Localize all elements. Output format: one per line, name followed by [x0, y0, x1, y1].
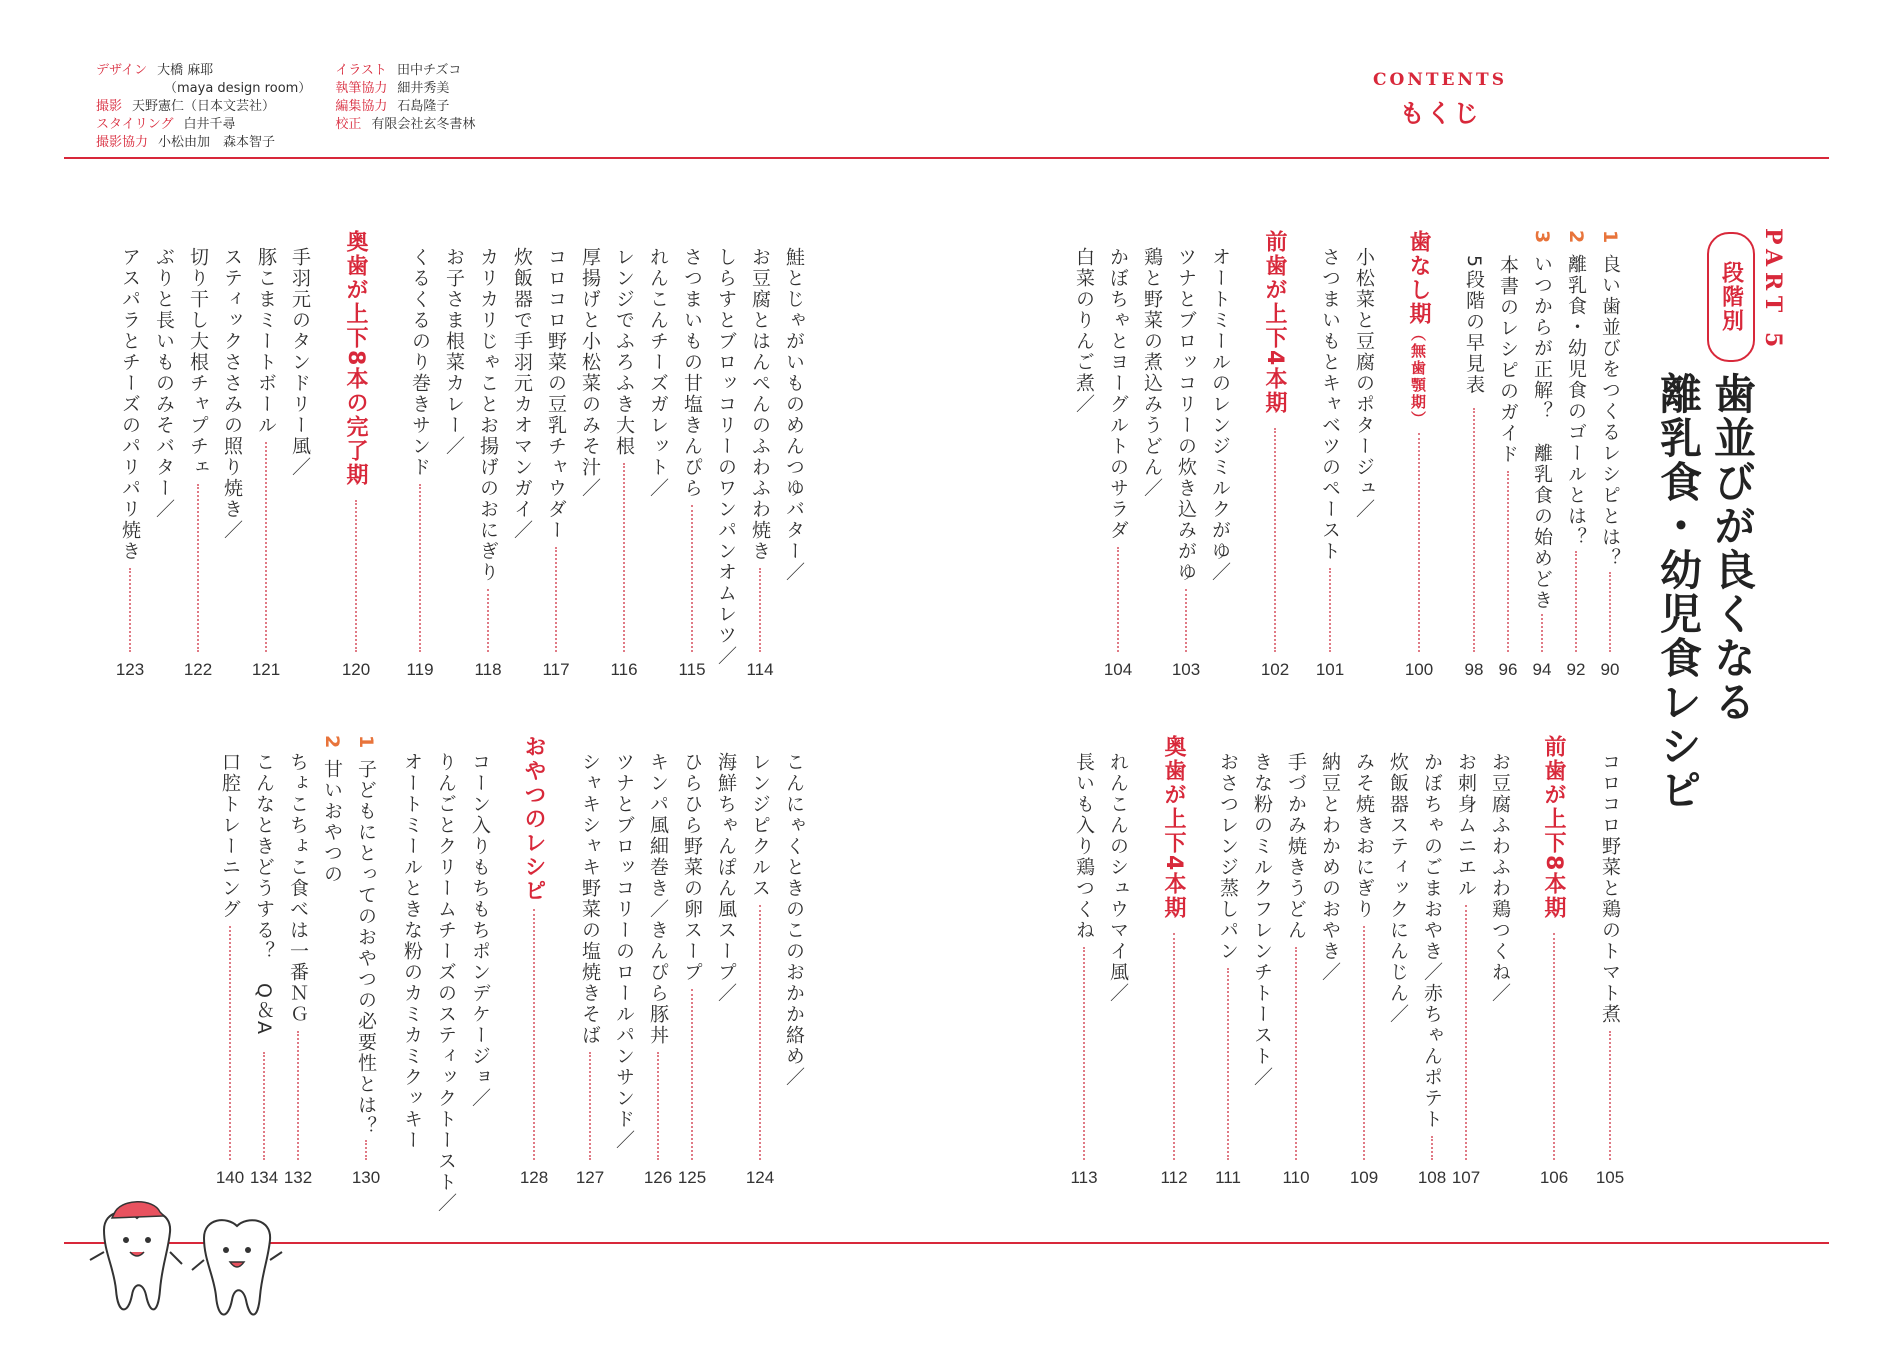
toc-leader-dots	[759, 905, 761, 1160]
toc-leader-dots	[229, 926, 231, 1160]
toc-leader-dots	[1227, 968, 1229, 1160]
toc-entry-text	[1214, 752, 1242, 962]
toc-entry-text	[508, 247, 536, 541]
toc-entry-title: 良い歯並びをつくるレシピとは？	[1599, 253, 1621, 569]
credit-role: 撮影	[96, 99, 123, 114]
toc-entry-title: れんこんチーズガレット／	[647, 247, 669, 499]
toc-entry-title: シャキシャキ野菜の塩焼きそば	[579, 752, 601, 1046]
toc-page-number: 104	[1103, 660, 1133, 679]
toc-page-number: 119	[406, 660, 434, 679]
toc-entry-number: 1	[355, 735, 377, 759]
toc-entry-title: コロコロ野菜の豆乳チャウダー	[545, 247, 567, 541]
toc-entry-title: ツナとブロッコリーの炊き込みがゆ	[1175, 247, 1197, 583]
toc-entry-title: 鶏と野菜の煮込みうどん／	[1141, 247, 1163, 499]
credits	[96, 62, 475, 152]
toc-heading-text	[1158, 735, 1188, 920]
toc-page-number: 116	[610, 660, 638, 679]
toc-entry-text	[1172, 247, 1200, 583]
toc-page-number: 109	[1349, 1168, 1379, 1187]
toc-entry-title: 甘いおやつの	[321, 758, 343, 885]
credit-name: 小松由加 森本智子	[158, 135, 276, 150]
bottom-rule	[64, 1242, 1829, 1244]
toc-entry-title: ひらひら野菜の卵スープ	[681, 752, 703, 983]
toc-page-number: 111	[1215, 1168, 1241, 1187]
toc-entry-title: りんごとクリームチーズのスティックトースト／	[435, 752, 457, 1214]
credit-role: 校正	[335, 117, 362, 132]
toc-entry-title: 手づかみ焼きうどん	[1285, 752, 1307, 941]
credit-row	[96, 80, 311, 98]
toc-leader-dots	[365, 1140, 367, 1160]
toc-leader-dots	[1295, 947, 1297, 1160]
credit-name: 白井千尋	[183, 117, 236, 132]
toc-page-number: 128	[519, 1168, 549, 1187]
credit-name: 大橋 麻耶	[157, 63, 214, 78]
heading-label: 奥歯が上下8本の完了期	[343, 230, 368, 488]
toc-entry-text	[780, 247, 808, 583]
toc-page-number: 92	[1566, 660, 1586, 679]
toc-entry-text	[466, 752, 494, 1109]
toc-entry-title: 本書のレシピのガイド	[1497, 255, 1519, 465]
heading-label: 前歯が上下8本期	[1541, 735, 1566, 921]
toc-entry-title: コーン入りもちもちポンデケージョ／	[469, 752, 491, 1109]
toc-entry-text	[1494, 255, 1522, 465]
toc-leader-dots	[1431, 1136, 1433, 1160]
toc-page-number: 96	[1498, 660, 1518, 679]
credit-name: 有限会社玄冬書林	[371, 117, 476, 132]
toc-entry-text	[1486, 752, 1514, 1004]
toc-entry-text	[1316, 247, 1344, 562]
toc-entry-text	[1104, 752, 1132, 1004]
toc-heading-text	[1403, 230, 1433, 428]
credit-name: 天野憲仁（日本文芸社）	[132, 99, 276, 114]
toc-leader-dots	[759, 568, 761, 652]
toc-page-number: 117	[542, 660, 570, 679]
toc-entry-title: おさつレンジ蒸しパン	[1217, 752, 1239, 962]
toc-entry-text	[576, 752, 604, 1046]
toc-leader-dots	[1117, 547, 1119, 652]
toc-entry-text	[1596, 752, 1624, 1025]
credit-role: デザイン	[96, 63, 148, 78]
chapter-title-line2: 離乳食・幼児食レシピ	[1654, 372, 1703, 812]
toc-entry-text	[1460, 255, 1488, 395]
toc-entry-text	[218, 247, 246, 541]
toc-entry-text	[712, 752, 740, 1004]
credit-row	[96, 116, 311, 134]
toc-leader-dots	[1473, 408, 1475, 652]
toc-entry-text	[398, 752, 426, 1151]
toc-entry-text	[1350, 752, 1378, 920]
toc-entry-text	[610, 247, 638, 457]
toc-leader-dots	[1185, 589, 1187, 652]
toc-entry-title: 小松菜と豆腐のポタージュ／	[1353, 247, 1375, 520]
toc-leader-dots	[589, 1052, 591, 1160]
credit-role: 編集協力	[335, 99, 388, 114]
toc-heading-text	[518, 735, 548, 903]
toc-entry-title: 子どもにとってのおやつの必要性とは？	[355, 758, 377, 1137]
toc-entry-text	[1070, 752, 1098, 941]
toc-entry-title: スティックささみの照り焼き／	[221, 247, 243, 541]
toc-entry-text	[286, 247, 314, 478]
toc-entry-title: 切り干し大根チャプチェ	[187, 247, 209, 478]
toc-entry-title: オートミールのレンジミルクがゆ／	[1209, 247, 1231, 583]
part-label	[1760, 228, 1802, 353]
toc-leader-dots	[1173, 933, 1175, 1160]
toc-entry-text	[644, 752, 672, 1046]
toc-entry-title: かぼちゃとヨーグルトのサラダ	[1107, 247, 1129, 541]
toc-page-number: 130	[351, 1168, 381, 1187]
toc-entry-title: 炊飯器スティックにんじん／	[1387, 752, 1409, 1025]
contents-title-en: CONTENTS	[1373, 70, 1507, 90]
toc-entry-title: さつまいもとキャベツのペースト	[1319, 247, 1341, 562]
credit-role: スタイリング	[96, 117, 174, 132]
toc-entry-text	[440, 247, 468, 457]
toc-entry-title: 長いも入り鶏つくね	[1073, 752, 1095, 941]
toc-entry-title: れんこんのシュウマイ風／	[1107, 752, 1129, 1004]
credit-name: 田中チズコ	[396, 63, 462, 78]
toc-entry-text	[1206, 247, 1234, 583]
toc-entry-text	[1316, 752, 1344, 983]
credit-row	[96, 134, 311, 152]
toc-entry-text	[576, 247, 604, 499]
toc-entry-title: レンジピクルス	[749, 752, 771, 899]
toc-entry-title: 口腔トレーニング	[219, 752, 241, 920]
toc-entry-text	[184, 247, 212, 478]
credit-row	[96, 98, 311, 116]
toc-page-number: 132	[283, 1168, 313, 1187]
credit-row	[96, 62, 311, 80]
credit-role: イラスト	[335, 63, 387, 78]
toc-entry-title: カリカリじゃことお揚げのおにぎり	[477, 247, 499, 583]
toc-entry-title: 炊飯器で手羽元カオマンガイ／	[511, 247, 533, 541]
toc-entry-text	[406, 247, 434, 478]
credit-row	[335, 98, 475, 116]
part-label-text: PART 5	[1760, 228, 1786, 354]
toc-entry-title: お子さま根菜カレー／	[443, 247, 465, 457]
credits-left	[96, 62, 311, 152]
toc-leader-dots	[691, 505, 693, 652]
toc-page-number: 127	[575, 1168, 605, 1187]
toc-leader-dots	[487, 589, 489, 652]
toc-entry-text	[1138, 247, 1166, 499]
toc-entry-title: こんにゃくときのこのおかか絡め／	[783, 752, 805, 1088]
toc-page-number: 134	[249, 1168, 279, 1187]
toc-entry-title: 離乳食・幼児食のゴールとは？	[1565, 253, 1587, 548]
toc-leader-dots	[555, 547, 557, 652]
toc-leader-dots	[419, 484, 421, 652]
heading-sublabel: （無歯顎期）	[1409, 326, 1427, 428]
toc-entry-title: コロコロ野菜と鶏のトマト煮	[1599, 752, 1621, 1025]
toc-entry-text	[1418, 752, 1446, 1130]
toc-leader-dots	[129, 568, 131, 652]
toc-entry-number: 3	[1531, 230, 1553, 254]
credit-row	[335, 116, 475, 134]
top-rule	[64, 157, 1829, 159]
toc-entry-title: ちょこちょこ食べは一番ＮＧ	[287, 752, 309, 1025]
credit-name: 石島隆子	[397, 99, 450, 114]
toc-page-number: 107	[1451, 1168, 1481, 1187]
toc-entry-text	[432, 752, 460, 1214]
toc-leader-dots	[691, 989, 693, 1160]
toc-entry-text	[318, 735, 346, 885]
toc-page-number: 101	[1315, 660, 1345, 679]
toc-entry-title: いつからが正解？ 離乳食の始めどき	[1531, 253, 1553, 611]
stage-badge	[1707, 232, 1755, 362]
toc-leader-dots	[1083, 947, 1085, 1160]
toc-entry-text	[678, 247, 706, 499]
toc-leader-dots	[1609, 572, 1611, 652]
toc-entry-text	[678, 752, 706, 983]
toc-entry-text	[610, 752, 638, 1151]
toc-entry-text	[1562, 230, 1590, 548]
credit-row	[335, 62, 475, 80]
toc-page-number: 123	[115, 660, 145, 679]
toc-entry-text	[216, 752, 244, 920]
toc-leader-dots	[355, 500, 357, 652]
toc-leader-dots	[623, 463, 625, 652]
credit-row	[335, 80, 475, 98]
toc-page-number: 108	[1417, 1168, 1447, 1187]
toc-leader-dots	[1541, 614, 1543, 652]
toc-entry-text	[250, 752, 278, 1036]
toc-entry-number: 2	[1565, 230, 1587, 254]
tooth-mascot-left	[90, 1202, 182, 1310]
toc-entry-title: 納豆とわかめのおやき／	[1319, 752, 1341, 983]
toc-entry-number: 1	[1599, 230, 1621, 254]
toc-entry-text	[644, 247, 672, 499]
toc-entry-text	[1452, 752, 1480, 899]
tooth-mascot-right	[192, 1220, 282, 1314]
toc-entry-text	[1248, 752, 1276, 1088]
toc-entry-text	[474, 247, 502, 583]
toc-entry-title: キンパ風細巻き／きんぴら豚丼	[647, 752, 669, 1046]
toc-page-number: 114	[746, 660, 774, 679]
heading-label: 奥歯が上下4本期	[1161, 735, 1186, 921]
toc-entry-title: くるくるのり巻きサンド	[409, 247, 431, 478]
toc-leader-dots	[1418, 433, 1420, 652]
toc-leader-dots	[1363, 926, 1365, 1160]
toc-page-number: 115	[678, 660, 706, 679]
toc-entry-title: 5段階の早見表	[1463, 255, 1485, 396]
credits-right	[335, 62, 475, 152]
toc-leader-dots	[1507, 471, 1509, 652]
toc-entry-title: お豆腐ふわふわ鶏つくね／	[1489, 752, 1511, 1004]
toc-entry-text	[542, 247, 570, 541]
toc-page-number: 113	[1070, 1168, 1098, 1187]
toc-leader-dots	[197, 484, 199, 652]
toc-entry-title: 鮭とじゃがいものめんつゆバター／	[783, 247, 805, 583]
toc-leader-dots	[297, 1031, 299, 1160]
toc-leader-dots	[1329, 568, 1331, 652]
toc-entry-text	[746, 247, 774, 562]
toc-page-number: 122	[183, 660, 213, 679]
toc-entry-text	[1384, 752, 1412, 1025]
toc-entry-title: 豚こまミートボール	[255, 247, 277, 436]
toc-entry-text	[1350, 247, 1378, 520]
toc-entry-text	[116, 247, 144, 562]
toc-entry-text	[1528, 230, 1556, 611]
toc-page-number: 140	[215, 1168, 245, 1187]
contents-title-jp: もくじ	[1399, 99, 1481, 128]
toc-leader-dots	[1553, 933, 1555, 1160]
toc-entry-title: アスパラとチーズのパリパリ焼き	[119, 247, 141, 562]
credit-name: （maya design room）	[164, 81, 312, 96]
toc-entry-text	[150, 247, 178, 520]
toc-entry-title: ぶりと長いものみそバター／	[153, 247, 175, 520]
toc-entry-text	[252, 247, 280, 436]
toc-leader-dots	[657, 1052, 659, 1160]
toc-entry-text	[746, 752, 774, 899]
toc-page-number: 126	[643, 1168, 673, 1187]
toc-entry-text	[780, 752, 808, 1088]
toc-entry-text	[284, 752, 312, 1025]
toc-leader-dots	[1274, 428, 1276, 652]
toc-entry-title: きな粉のミルクフレンチトースト／	[1251, 752, 1273, 1088]
toc-page-number: 110	[1282, 1168, 1310, 1187]
toc-entry-title: かぼちゃのごまおやき／赤ちゃんポテト	[1421, 752, 1443, 1130]
toc-page-number: 118	[474, 660, 502, 679]
toc-entry-title: しらすとブロッコリーのワンパンオムレツ／	[715, 247, 737, 667]
toc-entry-title: さつまいもの甘塩きんぴら	[681, 247, 703, 499]
credit-role: 執筆協力	[335, 81, 388, 96]
stage-badge-text: 段階別	[1718, 261, 1744, 333]
toc-leader-dots	[263, 1052, 265, 1160]
toc-page-number: 94	[1532, 660, 1552, 679]
toc-heading-text	[1538, 735, 1568, 920]
credit-role: 撮影協力	[96, 135, 149, 150]
toc-entry-title: オートミールときな粉のカミカミクッキー	[401, 752, 423, 1151]
toc-page-number: 100	[1404, 660, 1434, 679]
toc-page-number: 105	[1595, 1168, 1625, 1187]
heading-label: 歯なし期	[1406, 230, 1431, 326]
toc-leader-dots	[1465, 905, 1467, 1160]
toc-page-number: 121	[251, 660, 281, 679]
toc-page-number: 106	[1539, 1168, 1569, 1187]
toc-entry-number: 2	[321, 735, 343, 759]
toc-leader-dots	[1609, 1031, 1611, 1160]
chapter-title-line1: 歯並びが良くなる	[1708, 372, 1757, 724]
toc-entry-title: 白菜のりんご煮／	[1073, 247, 1095, 415]
credit-name: 細井秀美	[397, 81, 450, 96]
toc-entry-text	[1104, 247, 1132, 541]
toc-page-number: 125	[677, 1168, 707, 1187]
toc-entry-title: ツナとブロッコリーのロールパンサンド／	[613, 752, 635, 1151]
toc-page-number: 112	[1160, 1168, 1188, 1187]
toc-entry-title: レンジでふろふき大根	[613, 247, 635, 457]
contents-title	[1360, 70, 1520, 130]
toc-entry-title: こんなときどうする？ Q＆A	[253, 752, 275, 1036]
toc-entry-text	[352, 735, 380, 1137]
toc-entry-text	[1596, 230, 1624, 569]
toc-page-number: 120	[341, 660, 371, 679]
toc-page-number: 124	[745, 1168, 775, 1187]
toc-entry-title: みそ焼きおにぎり	[1353, 752, 1375, 920]
toc-page-number: 90	[1600, 660, 1620, 679]
toc-heading-text	[340, 230, 370, 487]
toc-entry-text	[1070, 247, 1098, 415]
toc-entry-title: お豆腐とはんぺんのふわふわ焼き	[749, 247, 771, 562]
tooth-mascots-illustration	[82, 1190, 312, 1330]
toc-leader-dots	[1575, 551, 1577, 652]
toc-entry-title: 厚揚げと小松菜のみそ汁／	[579, 247, 601, 499]
heading-label: 前歯が上下4本期	[1262, 230, 1287, 416]
toc-leader-dots	[533, 909, 535, 1160]
toc-page-number: 103	[1171, 660, 1201, 679]
toc-entry-text	[712, 247, 740, 667]
toc-entry-title: 海鮮ちゃんぽん風スープ／	[715, 752, 737, 1004]
toc-entry-text	[1282, 752, 1310, 941]
toc-page-number: 98	[1464, 660, 1484, 679]
toc-page-number: 102	[1260, 660, 1290, 679]
toc-entry-title: お刺身ムニエル	[1455, 752, 1477, 899]
toc-entry-title: 手羽元のタンドリー風／	[289, 247, 311, 478]
heading-label: おやつのレシピ	[521, 735, 546, 903]
toc-leader-dots	[265, 442, 267, 652]
toc-heading-text	[1259, 230, 1289, 415]
